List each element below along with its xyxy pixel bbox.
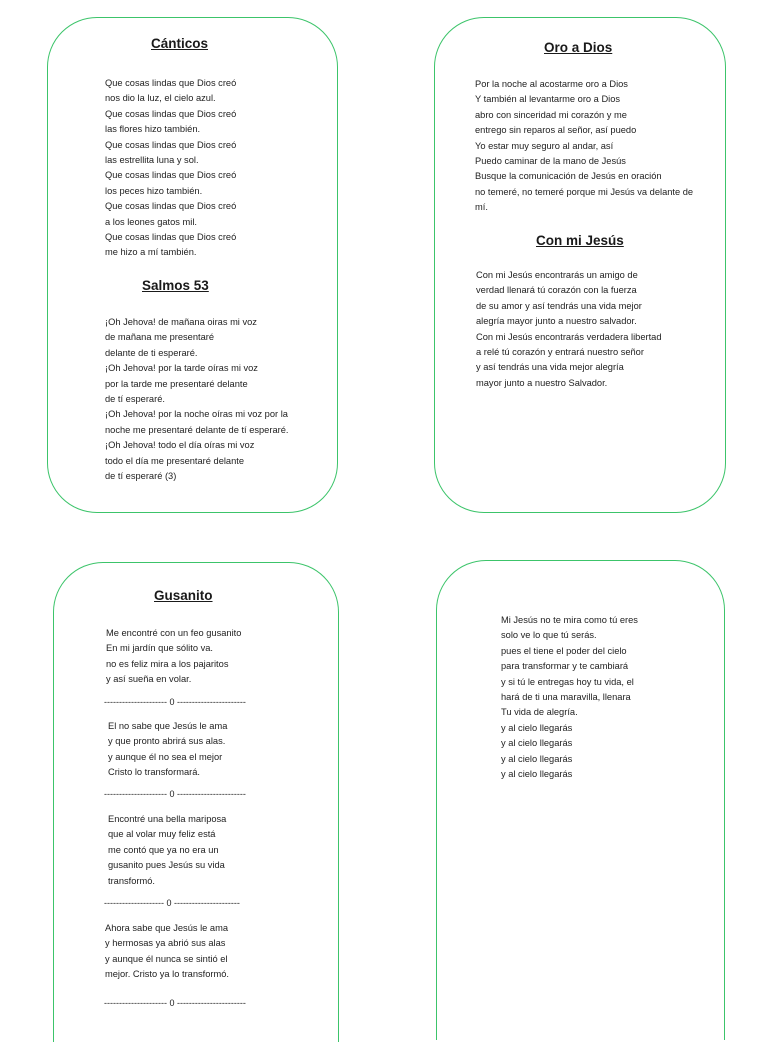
lyric-line: a los leones gatos mil. <box>105 216 197 227</box>
lyric-line: noche me presentaré delante de tí esperaré. <box>105 424 289 435</box>
lyric-line: Con mi Jesús encontrarás un amigo de <box>476 270 638 280</box>
oro-title: Oro a Dios <box>544 40 613 55</box>
lyric-line: las flores hizo también. <box>105 124 201 135</box>
lyric-line: de tí esperaré. <box>105 394 165 405</box>
lyric-line: Encontré una bella mariposa <box>108 814 227 824</box>
lyric-line: Que cosas lindas que Dios creó <box>105 201 237 212</box>
lyric-line: Y también al levantarme oro a Dios <box>475 94 621 105</box>
lyric-line: ¡Oh Jehova! por la tarde oíras mi voz <box>105 363 258 374</box>
lyric-line: Puedo caminar de la mano de Jesús <box>475 156 626 167</box>
gusanito-stanza-1 <box>106 626 241 688</box>
lyric-line: Busque la comunicación de Jesús en oración <box>475 171 662 182</box>
lyric-line: Que cosas lindas que Dios creó <box>105 108 237 119</box>
lyric-line: verdad llenará tú corazón con la fuerza <box>476 285 637 296</box>
salmos-lyrics <box>105 315 288 484</box>
stanza-separator: --------------------- 0 ----------------------- <box>104 998 246 1008</box>
conmijesus-lyrics <box>476 268 662 391</box>
gusanito-stanza-2 <box>108 719 227 781</box>
lyric-line: por la tarde me presentaré delante <box>105 378 248 389</box>
lyric-line: y que pronto abrirá sus alas. <box>108 736 226 747</box>
lyric-line: a relé tú corazón y entrará nuestro señor <box>476 347 644 358</box>
lyric-line: Yo estar muy seguro al andar, así <box>475 140 614 151</box>
lyric-line: ¡Oh Jehova! por la noche oíras mi voz por la <box>105 409 288 420</box>
lyric-line: y así sueña en volar. <box>106 674 192 685</box>
lyric-line: me contó que ya no era un <box>108 844 219 855</box>
lyric-line: y si tú le entregas hoy tu vida, el <box>501 676 634 687</box>
lyric-line: Que cosas lindas que Dios creó <box>105 139 237 150</box>
gusanito-stanza-4 <box>105 921 229 983</box>
lyric-line: de su amor y así tendrás una vida mejor <box>476 300 642 311</box>
lyric-line: mayor junto a nuestro Salvador. <box>476 377 608 388</box>
lyric-line: los peces hizo también. <box>105 185 203 196</box>
lyric-line: Que cosas lindas que Dios creó <box>105 78 237 88</box>
lyric-line: las estrellita luna y sol. <box>105 155 199 166</box>
lyric-line: mejor. Cristo ya lo transformó. <box>105 969 229 980</box>
stanza-separator: --------------------- 0 ----------------------- <box>104 697 246 707</box>
lyric-line: entrego sin reparos al señor, así puedo <box>475 125 637 136</box>
lyric-line: y aunque él nunca se sintió el <box>105 953 228 964</box>
lyric-line: y al cielo llegarás <box>501 738 573 749</box>
lyric-line: delante de ti esperaré. <box>105 347 198 358</box>
lyric-line: transformó. <box>108 875 156 886</box>
conmijesus-title: Con mi Jesús <box>536 233 624 248</box>
stanza-separator: --------------------- 0 ----------------------- <box>104 789 246 799</box>
lyric-line: ¡Oh Jehova! todo el día oíras mi voz <box>105 440 255 451</box>
lyric-line: Tu vida de alegría. <box>501 707 578 718</box>
lyric-line: y al cielo llegarás <box>501 722 573 733</box>
lyric-line: ¡Oh Jehova! de mañana oiras mi voz <box>105 317 257 327</box>
lyric-line: y hermosas ya abrió sus alas <box>105 938 226 949</box>
lyric-line: solo ve lo que tú serás. <box>501 630 597 641</box>
lyric-line: todo el día me presentaré delante <box>105 455 245 466</box>
lyric-line: hará de ti una maravilla, llenara <box>501 692 631 703</box>
lyric-line: Que cosas lindas que Dios creó <box>105 232 237 243</box>
lyric-line: En mi jardín que sólito va. <box>106 643 213 654</box>
lyric-line: y al cielo llegarás <box>501 753 573 764</box>
lyric-line: Me encontré con un feo gusanito <box>106 628 242 638</box>
lyric-line: Con mi Jesús encontrarás verdadera libertad <box>476 331 662 342</box>
lyric-line: y así tendrás una vida mejor alegría <box>476 362 624 373</box>
lyric-line: pues el tiene el poder del cielo <box>501 645 627 656</box>
lyric-line: Que cosas lindas que Dios creó <box>105 170 237 181</box>
oro-lyrics <box>475 77 693 216</box>
lyric-line: me hizo a mí también. <box>105 247 197 258</box>
lyric-line: no es feliz mira a los pajaritos <box>106 658 229 669</box>
lyric-line: El no sabe que Jesús le ama <box>108 721 228 731</box>
canticos-lyrics <box>105 76 236 261</box>
lyric-line: Mi Jesús no te mira como tú eres <box>501 615 638 625</box>
lyric-line: abro con sinceridad mi corazón y me <box>475 109 627 120</box>
gusanito-stanza-3 <box>108 812 226 889</box>
stanza-separator: -------------------- 0 ---------------------- <box>104 898 240 908</box>
lyric-line: Ahora sabe que Jesús le ama <box>105 923 229 933</box>
mijesus-lyrics <box>501 613 638 782</box>
lyric-line: que al volar muy feliz está <box>108 829 216 840</box>
gusanito-title: Gusanito <box>154 588 213 603</box>
lyric-line: Por la noche al acostarme oro a Dios <box>475 79 628 89</box>
lyric-line: nos dio la luz, el cielo azul. <box>105 93 216 104</box>
lyric-line: de mañana me presentaré <box>105 332 215 343</box>
salmos-title: Salmos 53 <box>142 278 209 293</box>
lyric-line: Cristo lo transformará. <box>108 767 200 778</box>
lyric-line: y al cielo llegarás <box>501 769 573 780</box>
canticos-title: Cánticos <box>151 36 209 51</box>
lyric-line: gusanito pues Jesús su vida <box>108 860 225 871</box>
lyric-line: no temeré, no temeré porque mi Jesús va delante de <box>475 186 694 197</box>
lyric-line: y aunque él no sea el mejor <box>108 751 223 762</box>
lyric-line: para transformar y te cambiará <box>501 661 629 672</box>
lyric-line: de tí esperaré (3) <box>105 471 177 482</box>
lyric-line: mí. <box>475 202 488 213</box>
lyric-line: alegría mayor junto a nuestro salvador. <box>476 316 637 327</box>
